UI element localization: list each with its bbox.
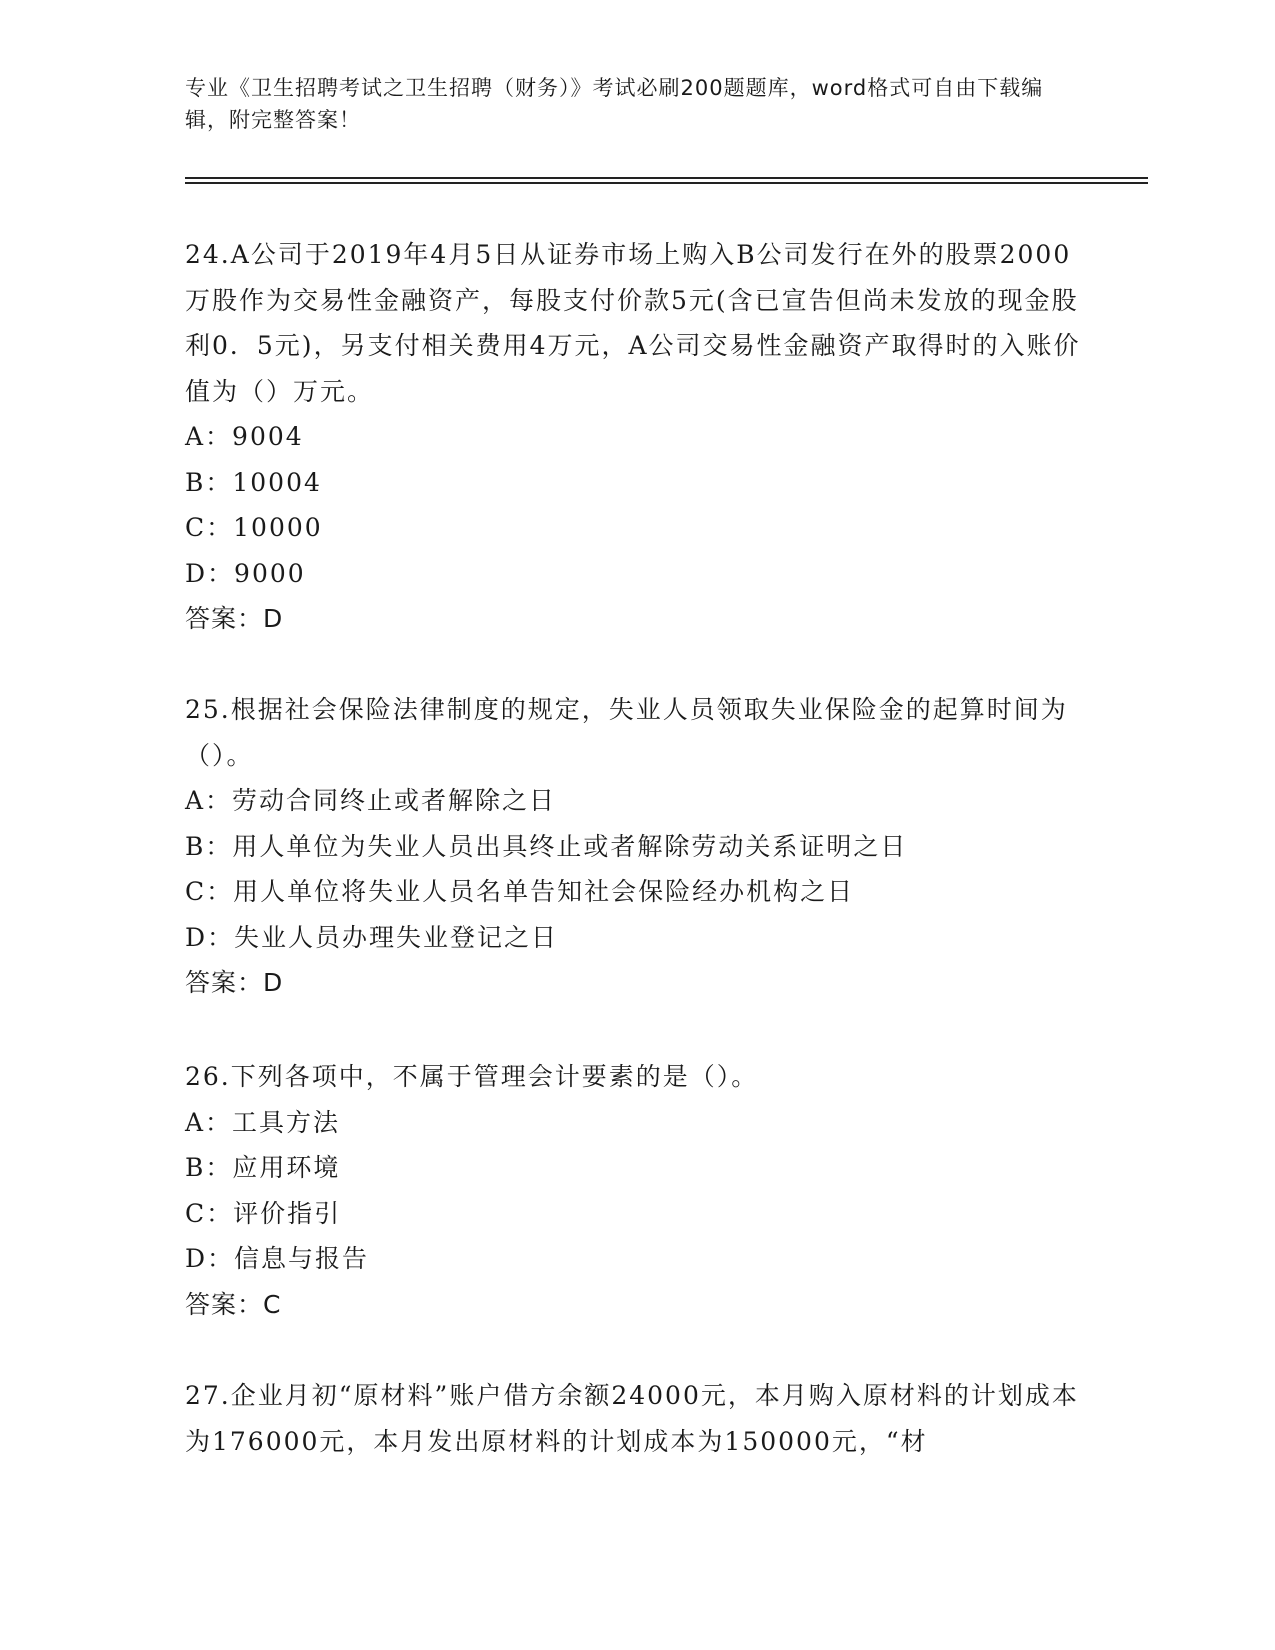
option-b: B：应用环境 — [185, 1153, 341, 1182]
answer: 答案：D — [185, 604, 284, 633]
option-d: D：失业人员办理失业登记之日 — [185, 922, 559, 952]
option-c: C：评价指引 — [185, 1198, 342, 1228]
header-divider — [185, 182, 1148, 184]
option-a: A：9004 — [185, 422, 304, 451]
question-stem: 24.A公司于2019年4月5日从证券市场上购入B公司发行在外的股票2000万股作为交易性金融资产，每股支付价款5元(含已宣告但尚未发放的现金股利0．5元)，另支付相关费用4万元，A公司交易性金融资产取得时的入账价值为（）万元。 — [185, 240, 1081, 406]
option-c: C：10000 — [185, 513, 323, 542]
option-d: D：信息与报告 — [185, 1244, 370, 1273]
option-a: A：劳动合同终止或者解除之日 — [185, 786, 557, 815]
answer: 答案：C — [185, 1289, 282, 1319]
question-25 — [185, 687, 1085, 1006]
question-26 — [185, 1054, 1085, 1327]
option-b: B：用人单位为失业人员出具终止或者解除劳动关系证明之日 — [185, 831, 908, 861]
option-b: B：10004 — [185, 467, 322, 497]
document-header: 专业《卫生招聘考试之卫生招聘（财务）》考试必刷200题题库，word格式可自由下载编辑，附完整答案！ — [185, 76, 1044, 132]
question-stem: 26.下列各项中，不属于管理会计要素的是（）。 — [185, 1062, 759, 1091]
question-24 — [185, 232, 1085, 642]
question-stem: 25.根据社会保险法律制度的规定，失业人员领取失业保险金的起算时间为（）。 — [185, 695, 1068, 770]
header-divider — [185, 177, 1148, 179]
option-d: D：9000 — [185, 558, 306, 588]
question-stem: 27.企业月初“原材料”账户借方余额24000元，本月购入原材料的计划成本为176000元，本月发出原材料的计划成本为150000元，“材 — [185, 1381, 1079, 1456]
option-c: C：用人单位将失业人员名单告知社会保险经办机构之日 — [185, 877, 855, 906]
option-a: A：工具方法 — [185, 1107, 341, 1137]
answer: 答案：D — [185, 968, 284, 997]
question-27 — [185, 1373, 1085, 1464]
